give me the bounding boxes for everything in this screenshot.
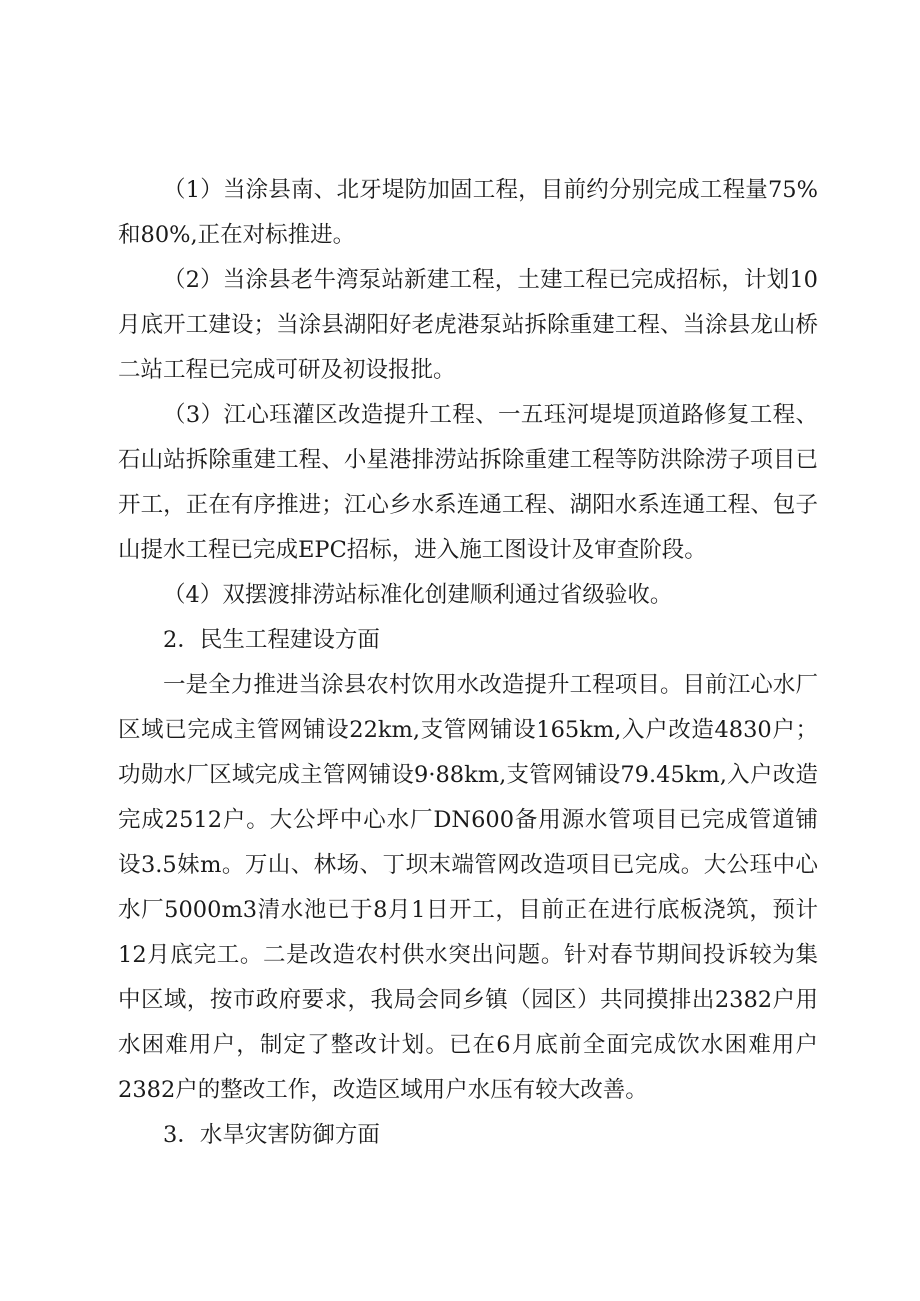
paragraph-item-2: （2）当涂县老牛湾泵站新建工程，土建工程已完成招标，计划10月底开工建设；当涂县湖阳好老虎港泵站拆除重建工程、当涂县龙山桥二站工程已完成可研及初设报批。: [118, 267, 818, 383]
paragraph-item-1: （1）当涂县南、北牙堤防加固工程，目前约分别完成工程量75%和80%,正在对标推进。: [118, 177, 818, 248]
document-body: [118, 168, 818, 1158]
section-heading-2: 2．民生工程建设方面: [163, 627, 380, 653]
section-heading-3: 3．水旱灾害防御方面: [163, 1122, 380, 1148]
paragraph-item-3: （3）江心珏灌区改造提升工程、一五珏河堤堤顶道路修复工程、石山站拆除重建工程、小星港排涝站拆除重建工程等防洪除涝子项目已开工，正在有序推进；江心乡水系连通工程、湖阳水系连通工程、包子山提水工程已完成EPC招标，进入施工图设计及审查阶段。: [118, 402, 818, 563]
paragraph-item-4: （4）双摆渡排涝站标准化创建顺利通过省级验收。: [163, 582, 673, 608]
paragraph-livelihood: 一是全力推进当涂县农村饮用水改造提升工程项目。目前江心水厂区域已完成主管网铺设22km,支管网铺设165km,入户改造4830户；功勋水厂区域完成主管网铺设9·88km,支管网铺设79.45km,入户改造完成2512户。大公坪中心水厂DN600备用源水管项目已完成管道铺设3.5妹m。万山、林场、丁坝末端管网改造项目已完成。大公珏中心水厂5000m3清水池已于8月1日开工，目前正在进行底板浇筑，预计12月底完工。二是改造农村供水突出问题。针对春节期间投诉较为集中区域，按市政府要求，我局会同乡镇（园区）共同摸排出2382户用水困难用户，制定了整改计划。已在6月底前全面完成饮水困难用户2382户的整改工作，改造区域用户水压有较大改善。: [118, 672, 818, 1103]
